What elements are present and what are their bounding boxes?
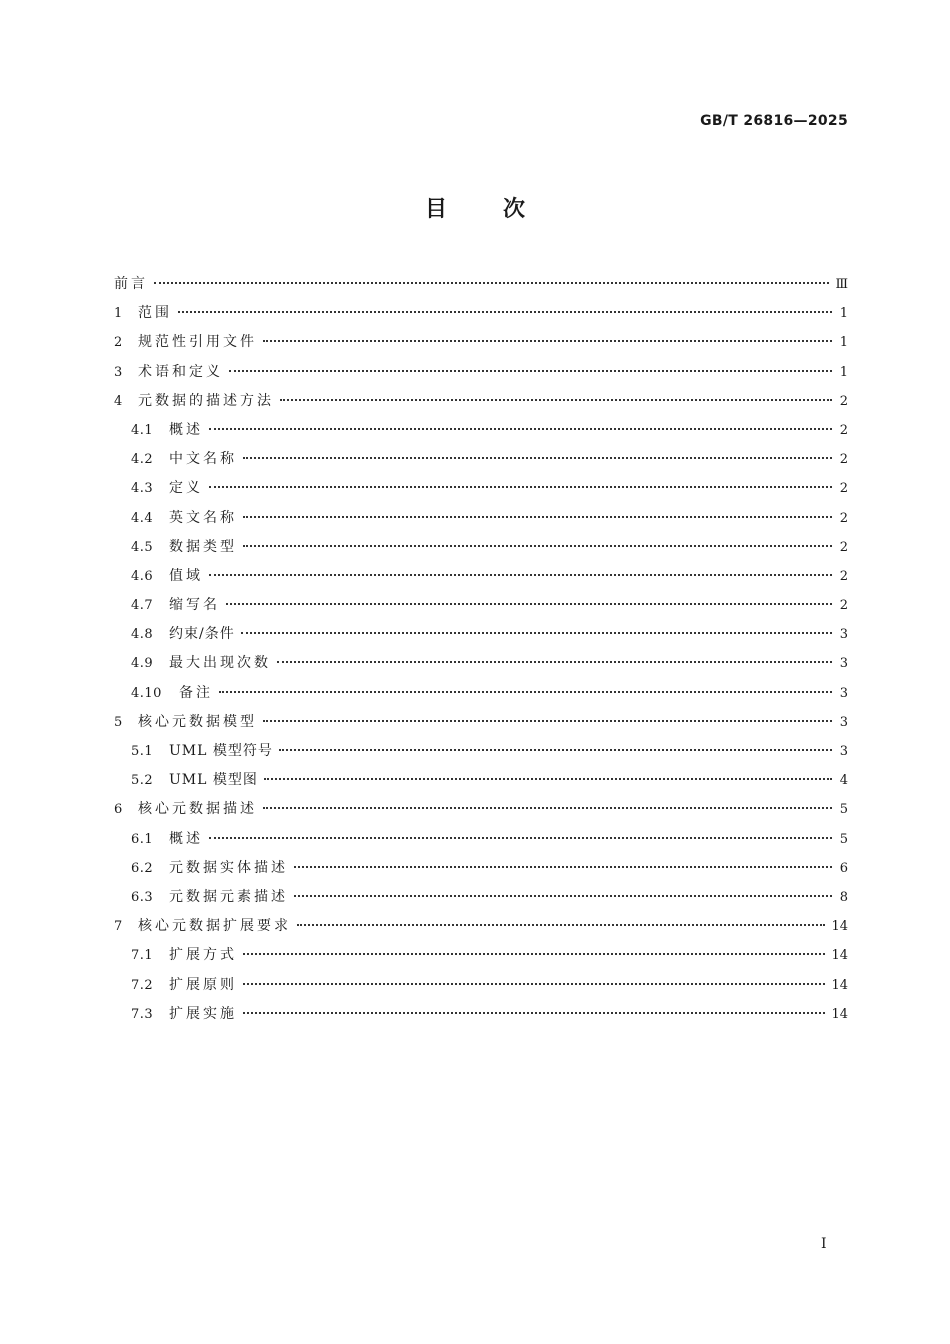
toc-entry[interactable] (114, 887, 848, 916)
toc-entry[interactable] (114, 653, 848, 682)
toc-entry-page: 3 (839, 685, 848, 701)
toc-entry-number: 5.2 (131, 773, 154, 789)
toc-entry[interactable] (114, 1004, 848, 1033)
toc-entry[interactable] (114, 303, 848, 332)
toc-dot-leader (294, 866, 832, 868)
toc-entry-number: 7 (114, 919, 123, 935)
toc-entry-page: 3 (839, 627, 848, 643)
toc-entry-number: 2 (114, 335, 123, 351)
toc-entry-label: 核心元数据扩展要求 (138, 918, 291, 935)
toc-entry-label: 前言 (114, 276, 148, 292)
toc-entry-page: 2 (839, 568, 848, 584)
toc-entry[interactable] (114, 799, 848, 828)
toc-entry-label: 概述 (169, 830, 203, 847)
toc-dot-leader (219, 691, 832, 693)
toc-entry[interactable] (114, 274, 848, 303)
toc-entry-page: 6 (839, 860, 848, 876)
toc-entry-number: 4.5 (131, 539, 154, 555)
toc-entry-number: 5 (114, 714, 123, 730)
toc-entry-label: 值域 (169, 567, 203, 584)
toc-entry[interactable] (114, 566, 848, 595)
toc-entry[interactable] (114, 712, 848, 741)
toc-dot-leader (243, 457, 832, 459)
toc-entry-number: 4.10 (131, 685, 162, 701)
toc-entry[interactable] (114, 683, 848, 712)
toc-dot-leader (280, 399, 832, 401)
toc-title (0, 192, 950, 223)
toc-entry-page: 1 (839, 306, 848, 322)
toc-entry-number: 4.1 (131, 422, 154, 438)
toc-entry-page: 14 (831, 948, 848, 964)
table-of-contents (114, 274, 848, 1033)
toc-entry-label: 备注 (179, 684, 213, 701)
toc-dot-leader (229, 370, 832, 372)
toc-entry-page: 3 (839, 656, 848, 672)
toc-entry[interactable] (114, 916, 848, 945)
toc-entry-label: UML 模型图 (169, 772, 258, 789)
toc-dot-leader (154, 282, 829, 284)
toc-dot-leader (263, 807, 832, 809)
toc-entry[interactable] (114, 595, 848, 624)
toc-entry[interactable] (114, 332, 848, 361)
toc-entry-label: 最大出现次数 (169, 655, 271, 672)
toc-dot-leader (243, 983, 825, 985)
toc-entry-page: 2 (839, 598, 848, 614)
toc-dot-leader (243, 1012, 825, 1014)
toc-entry-page: Ⅲ (835, 277, 848, 292)
toc-entry-number: 3 (114, 364, 123, 380)
toc-entry-number: 7.3 (131, 1006, 154, 1022)
toc-entry-page: 2 (839, 422, 848, 438)
toc-entry-page: 1 (839, 364, 848, 380)
toc-dot-leader (209, 574, 832, 576)
toc-entry-page: 14 (831, 977, 848, 993)
toc-entry-number: 7.2 (131, 977, 154, 993)
toc-entry-number: 4.3 (131, 481, 154, 497)
toc-dot-leader (263, 720, 832, 722)
toc-entry-label: 元数据实体描述 (169, 859, 288, 876)
toc-entry-number: 5.1 (131, 744, 154, 759)
toc-entry-page: 4 (839, 773, 848, 789)
toc-entry-page: 2 (839, 539, 848, 555)
toc-entry-label: 数据类型 (169, 538, 237, 555)
toc-entry-label: 定义 (169, 480, 203, 497)
toc-entry-label: 元数据的描述方法 (138, 392, 274, 409)
toc-dot-leader (263, 340, 832, 342)
toc-entry-label: 范围 (138, 305, 172, 322)
toc-entry-number: 4.7 (131, 598, 154, 614)
toc-entry[interactable] (114, 975, 848, 1004)
toc-entry-label: 英文名称 (169, 509, 237, 526)
toc-entry-number: 4.9 (131, 656, 154, 672)
toc-dot-leader (297, 924, 825, 926)
toc-dot-leader (243, 953, 825, 955)
toc-entry-number: 4.4 (131, 510, 154, 526)
toc-entry-number: 7.1 (131, 948, 154, 964)
toc-dot-leader (209, 837, 832, 839)
toc-entry-number: 6.1 (131, 831, 154, 847)
toc-entry-label: 术语和定义 (138, 363, 223, 380)
toc-entry[interactable] (114, 420, 848, 449)
toc-dot-leader (277, 661, 832, 663)
toc-entry-page: 2 (839, 510, 848, 526)
toc-entry[interactable] (114, 770, 848, 799)
document-code: GB/T 26816—2025 (700, 113, 848, 129)
toc-entry[interactable] (114, 741, 848, 770)
toc-entry-label: 核心元数据模型 (138, 713, 257, 730)
toc-entry-label: 扩展原则 (169, 976, 237, 993)
toc-entry[interactable] (114, 624, 848, 653)
toc-entry-page: 2 (839, 481, 848, 497)
toc-entry-page: 8 (839, 889, 848, 905)
toc-entry-page: 2 (839, 452, 848, 468)
toc-dot-leader (243, 545, 832, 547)
toc-entry-page: 3 (839, 744, 848, 759)
toc-dot-leader (209, 486, 832, 488)
toc-entry-number: 4 (114, 393, 123, 409)
toc-dot-leader (178, 311, 832, 313)
toc-entry-number: 6.3 (131, 889, 154, 905)
toc-entry-number: 4.8 (131, 627, 154, 643)
toc-entry[interactable] (114, 508, 848, 537)
toc-title-char-2: 次 (503, 197, 526, 222)
toc-entry[interactable] (114, 829, 848, 858)
toc-entry-label: 缩写名 (169, 597, 220, 614)
toc-entry-label: 扩展方式 (169, 947, 237, 964)
toc-entry-page: 3 (839, 714, 848, 730)
toc-entry[interactable] (114, 478, 848, 507)
toc-entry[interactable] (114, 449, 848, 478)
toc-entry-label: 元数据元素描述 (169, 888, 288, 905)
toc-entry[interactable] (114, 391, 848, 420)
toc-entry-label: UML 模型符号 (169, 743, 273, 759)
toc-entry-page: 5 (839, 831, 848, 847)
toc-entry-page: 14 (831, 1006, 848, 1022)
toc-entry-number: 4.6 (131, 568, 154, 584)
toc-dot-leader (264, 778, 832, 780)
toc-entry-page: 14 (831, 919, 848, 935)
toc-entry-label: 中文名称 (169, 451, 237, 468)
page-folio: Ⅰ (821, 1236, 827, 1252)
toc-dot-leader (209, 428, 832, 430)
toc-entry-number: 1 (114, 306, 123, 322)
toc-title-char-1: 目 (424, 197, 447, 222)
toc-entry-number: 6 (114, 802, 123, 818)
toc-entry-number: 6.2 (131, 860, 154, 876)
toc-entry-page: 2 (839, 393, 848, 409)
toc-entry-page: 5 (839, 802, 848, 818)
toc-entry-number: 4.2 (131, 452, 154, 468)
toc-entry-label: 扩展实施 (169, 1005, 237, 1022)
toc-dot-leader (226, 603, 832, 605)
toc-entry[interactable] (114, 537, 848, 566)
toc-entry-label: 规范性引用文件 (138, 334, 257, 351)
toc-entry[interactable] (114, 362, 848, 391)
toc-dot-leader (241, 632, 832, 634)
toc-dot-leader (294, 895, 832, 897)
toc-entry[interactable] (114, 858, 848, 887)
toc-entry-label: 核心元数据描述 (138, 801, 257, 818)
toc-dot-leader (243, 516, 832, 518)
toc-entry-label: 约束/条件 (169, 626, 235, 643)
toc-entry-label: 概述 (169, 421, 203, 438)
toc-entry[interactable] (114, 945, 848, 974)
toc-entry-page: 1 (839, 335, 848, 351)
toc-dot-leader (279, 749, 832, 751)
